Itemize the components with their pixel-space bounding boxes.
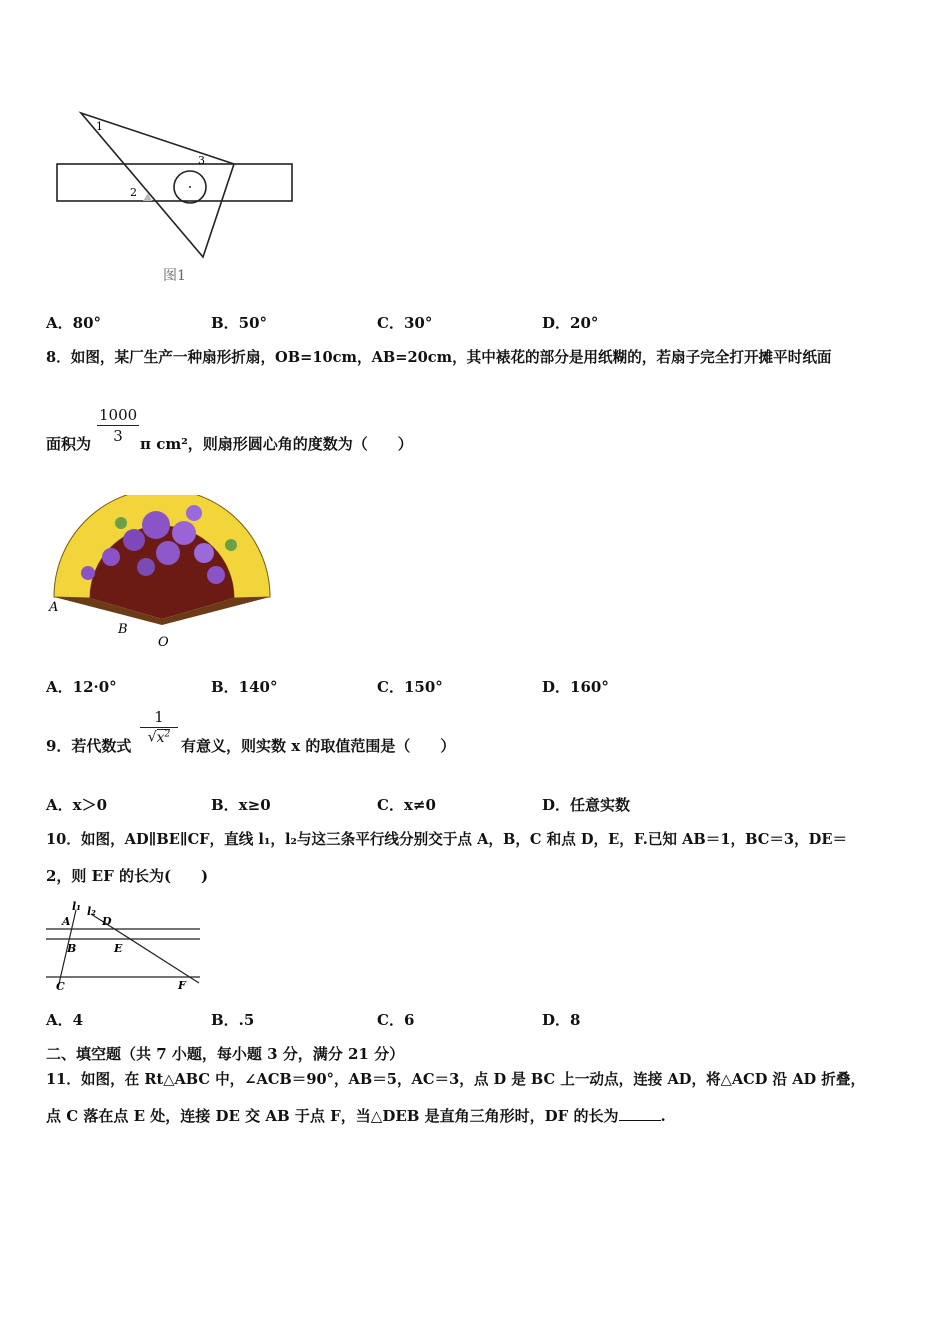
q9-frac-bar (140, 727, 178, 728)
label-a: A (62, 915, 71, 928)
q7-option-b[interactable]: B．50° (211, 314, 268, 332)
section-2-title: 二、填空题（共 7 小题，每小题 3 分，满分 21 分） (46, 1045, 405, 1063)
q11-answer-blank[interactable] (619, 1120, 661, 1121)
figure-1-caption: 图1 (163, 268, 186, 284)
q9-option-b[interactable]: B．x≥0 (211, 796, 271, 814)
fan-figure (46, 495, 276, 655)
circle-center (189, 186, 191, 188)
q10-option-d[interactable]: D．8 (542, 1011, 581, 1029)
q8-option-b[interactable]: B．140° (211, 678, 278, 696)
q8-suffix: π cm²，则扇形圆心角的度数为（ ） (140, 435, 413, 453)
label-f: F (178, 979, 186, 992)
label-c: C (56, 980, 65, 993)
q9-exponent: 2 (164, 729, 171, 739)
q9-prefix: 9．若代数式 (46, 737, 132, 755)
q10-text-line1: 10．如图，AD∥BE∥CF，直线 l₁，l₂与这三条平行线分别交于点 A，B，C 和点 D，E，F.已知 AB＝1，BC＝3，DE＝ (46, 831, 848, 848)
q9-suffix: 有意义，则实数 x 的取值范围是（ ） (181, 737, 456, 755)
q8-text-line1: 8．如图，某厂生产一种扇形折扇，OB=10cm，AB=20cm，其中裱花的部分是用纸糊的，若扇子完全打开摊平时纸面 (46, 349, 832, 366)
figure-1 (50, 105, 300, 265)
q10-option-a[interactable]: A．4 (46, 1011, 84, 1029)
q8-fraction (97, 406, 139, 445)
q7-option-a[interactable]: A．80° (46, 314, 102, 332)
q9-frac-den (140, 729, 178, 746)
angle-2-label: 2 (130, 186, 137, 199)
q11-text-line1: 11．如图，在 Rt△ABC 中，∠ACB＝90°，AB＝5，AC＝3，点 D 是 BC 上一动点，连接 AD，将△ACD 沿 AD 折叠， (46, 1071, 866, 1088)
angle-1-label: 1 (96, 120, 103, 133)
q9-radicand: $x^2$ (156, 729, 171, 746)
q9-frac-num: 1 (154, 708, 164, 726)
q10-option-b[interactable]: B．.5 (211, 1011, 255, 1029)
q10-text-line2: 2，则 EF 的长为( ) (46, 867, 209, 885)
label-d: D (102, 915, 112, 928)
q8-option-c[interactable]: C．150° (377, 678, 443, 696)
q8-frac-den: 3 (113, 427, 123, 445)
q8-frac-bar (97, 425, 139, 426)
label-b: B (67, 942, 77, 955)
fan-label-o: O (158, 635, 169, 650)
q8-frac-num: 1000 (99, 406, 138, 424)
q10-figure (44, 900, 204, 995)
q9-option-a[interactable]: A．x＞0 (46, 796, 108, 814)
q11-text-line2 (46, 1105, 666, 1126)
angle-3-label: 3 (198, 154, 205, 167)
sqrt-sign: √ (147, 729, 157, 746)
triangle-shape (81, 113, 234, 257)
q11-line2-end: . (660, 1107, 666, 1125)
q9-option-d[interactable]: D．任意实数 (542, 796, 631, 814)
q9-option-c[interactable]: C．x≠0 (377, 796, 436, 814)
fan-label-a: A (49, 600, 59, 615)
q9-fraction (140, 708, 178, 746)
q8-option-d[interactable]: D．160° (542, 678, 609, 696)
q8-option-a[interactable]: A．12·0° (46, 678, 117, 696)
label-e: E (114, 942, 123, 955)
q7-option-c[interactable]: C．30° (377, 314, 433, 332)
q11-line2-text: 点 C 落在点 E 处，连接 DE 交 AB 于点 F，当△DEB 是直角三角形时，DF 的长为 (46, 1107, 619, 1125)
label-l2: l₂ (87, 905, 96, 918)
q10-option-c[interactable]: C．6 (377, 1011, 415, 1029)
q7-option-d[interactable]: D．20° (542, 314, 599, 332)
fan-label-b: B (118, 622, 128, 637)
q8-prefix: 面积为 (46, 435, 92, 453)
label-l1: l₁ (72, 900, 81, 913)
